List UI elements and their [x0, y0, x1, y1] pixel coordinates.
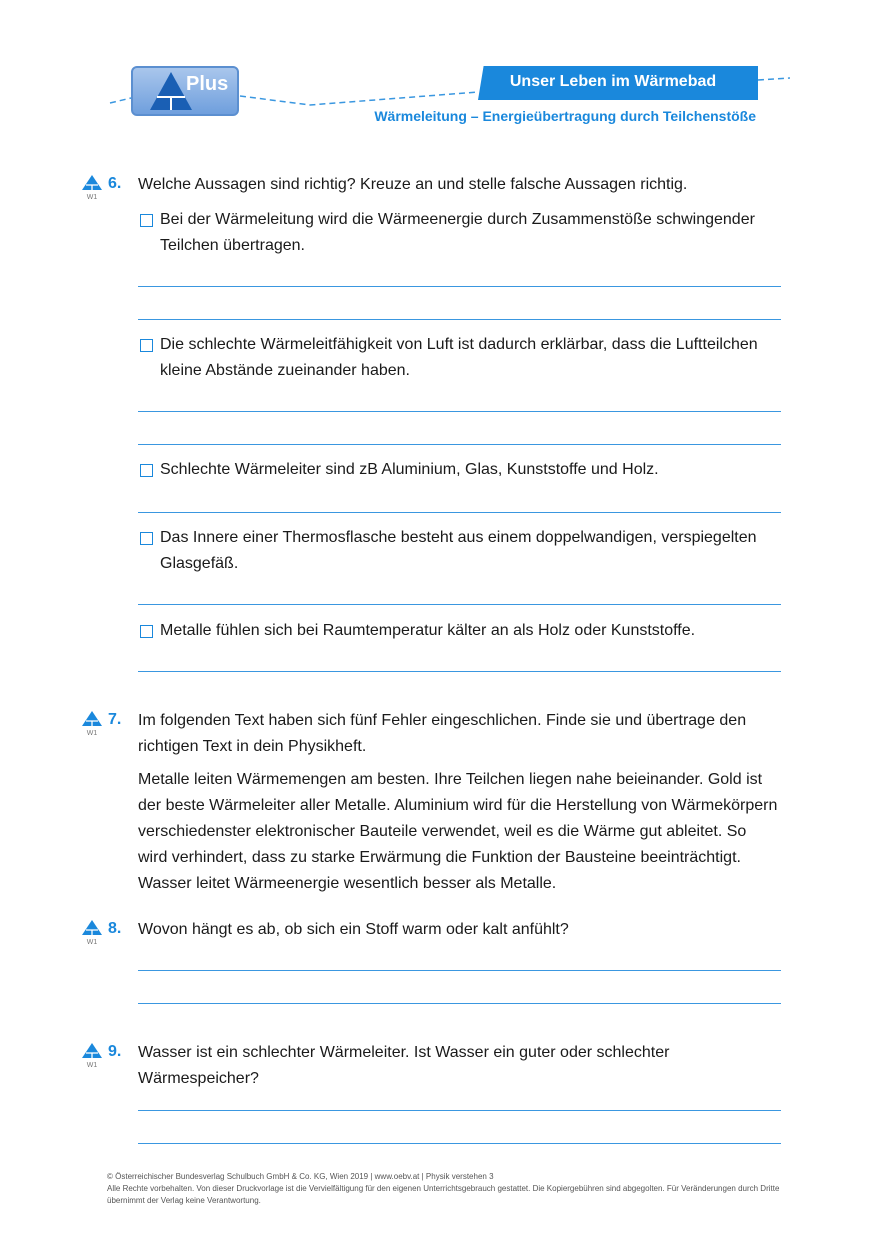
question-prompt: Im folgenden Text haben sich fünf Fehler eingeschlichen. Finde sie und übertrage den richtigen Text in dein Physikheft.: [138, 712, 747, 755]
question-prompt: Welche Aussagen sind richtig? Kreuze an und stelle falsche Aussagen richtig.: [138, 176, 688, 193]
answer-line[interactable]: [138, 671, 781, 672]
statement-text: Das Innere einer Thermosflasche besteht aus einem doppelwandigen, verspiegelten Glasgefäß.: [160, 529, 757, 572]
level-pyramid-icon: [82, 711, 102, 739]
statement-item: [140, 525, 780, 577]
answer-line[interactable]: [138, 319, 781, 320]
logo-text: Plus: [186, 73, 229, 95]
footer-line: © Österreichischer Bundesverlag Schulbuch GmbH & Co. KG, Wien 2019 | www.oebv.at | Physik verstehen 3: [107, 1172, 494, 1181]
error-text-paragraph: Metalle leiten Wärmemengen am besten. Ihre Teilchen liegen nahe beieinander. Gold ist der beste Wärmeleiter aller Metalle. Aluminium wird für die Herstellung von Wärmekörpern verschiedenster elektronischer Bauteile verwendet, weil es die Wärme gut ableitet. So wird verhindert, dass zu starke Erwärmung die Funktion der Bausteine beeinträchtigt. Wasser leitet Wärmeenergie wesentlich besser als Metalle.: [138, 771, 778, 892]
copyright-footer: [107, 1171, 787, 1207]
answer-line[interactable]: [138, 604, 781, 605]
question-number: 9.: [108, 1043, 122, 1060]
answer-line[interactable]: [138, 444, 781, 445]
level-label: W1: [86, 939, 98, 946]
question-number: 6.: [108, 175, 122, 192]
answer-line[interactable]: [138, 1143, 781, 1144]
statement-checkbox[interactable]: [140, 532, 153, 545]
statement-text: Die schlechte Wärmeleitfähigkeit von Luft ist dadurch erklärbar, dass die Luftteilchen kleine Abstände zueinander haben.: [160, 336, 758, 379]
statement-item: [140, 207, 780, 259]
statement-checkbox[interactable]: [140, 625, 153, 638]
statement-item: [140, 457, 780, 483]
level-pyramid-icon: [82, 1043, 102, 1071]
level-label: W1: [86, 730, 98, 737]
statement-checkbox[interactable]: [140, 214, 153, 227]
level-pyramid-icon: [82, 175, 102, 203]
question-number: 7.: [108, 711, 122, 728]
statement-text: Schlechte Wärmeleiter sind zB Aluminium, Glas, Kunststoffe und Holz.: [160, 461, 659, 478]
answer-line[interactable]: [138, 970, 781, 971]
footer-line: Alle Rechte vorbehalten. Von dieser Druckvorlage ist die Vervielfältigung für den eigenen Unterrichtsgebrauch gestattet. Die Kopiergebühren sind abgegolten. Für Veränderungen durch Dritte übernimmt der Verlag keine Verantwortung.: [107, 1184, 780, 1205]
statement-text: Metalle fühlen sich bei Raumtemperatur kälter an als Holz oder Kunststoffe.: [160, 622, 696, 639]
statement-item: [140, 618, 780, 644]
statement-text: Bei der Wärmeleitung wird die Wärmeenergie durch Zusammenstöße schwingender Teilchen übertragen.: [160, 211, 755, 254]
statement-checkbox[interactable]: [140, 464, 153, 477]
question-prompt: Wovon hängt es ab, ob sich ein Stoff warm oder kalt anfühlt?: [138, 921, 569, 938]
answer-line[interactable]: [138, 1110, 781, 1111]
level-pyramid-icon: [82, 920, 102, 948]
answer-line[interactable]: [138, 1003, 781, 1004]
answer-line[interactable]: [138, 286, 781, 287]
statement-checkbox[interactable]: [140, 339, 153, 352]
answer-line[interactable]: [138, 512, 781, 513]
answer-line[interactable]: [138, 411, 781, 412]
question-prompt: Wasser ist ein schlechter Wärmeleiter. Ist Wasser ein guter oder schlechter Wärmespeicher?: [138, 1044, 670, 1087]
section-subtitle: Wärmeleitung – Energieübertragung durch Teilchenstöße: [374, 108, 756, 124]
level-label: W1: [86, 194, 98, 201]
question-number: 8.: [108, 920, 122, 937]
level-label: W1: [86, 1062, 98, 1069]
statement-item: [140, 332, 780, 384]
chapter-title: Unser Leben im Wärmebad: [509, 73, 717, 90]
